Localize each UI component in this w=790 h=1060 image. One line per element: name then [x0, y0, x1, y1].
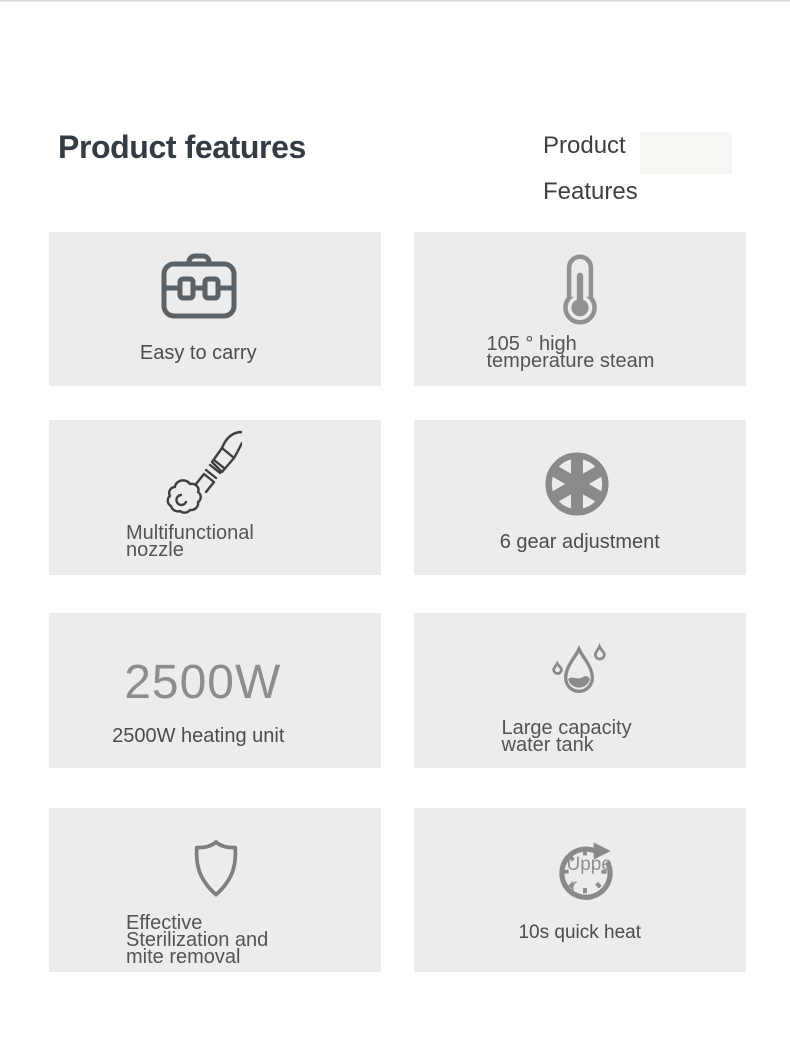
page-subtitle-line2: Features — [543, 178, 638, 205]
feature-label: Large capacity water tank — [501, 717, 632, 756]
feature-label: Easy to carry — [139, 342, 257, 364]
shield-icon — [190, 835, 242, 901]
timer-overlay-text: Uppe r — [566, 854, 612, 897]
feature-label: Multifunctional nozzle — [126, 522, 254, 561]
feature-card-heating-unit — [49, 613, 381, 768]
feature-card-multifunctional-nozzle — [49, 420, 381, 575]
feature-card-high-temperature-steam — [414, 232, 747, 386]
wattage-big-text: 2500W — [124, 656, 282, 709]
feature-label: 6 gear adjustment — [499, 531, 660, 553]
timer-icon — [554, 836, 616, 904]
feature-card-sterilization — [49, 808, 381, 972]
feature-label: 105 ° high temperature steam — [486, 333, 655, 372]
subtitle-highlight-box — [640, 132, 732, 174]
feature-card-six-gear-adjustment — [414, 420, 747, 575]
water-drop-icon — [550, 633, 608, 711]
feature-grid — [49, 232, 746, 972]
feature-card-quick-heat — [414, 808, 747, 972]
steam-nozzle-icon — [162, 430, 242, 520]
thermometer-icon — [560, 254, 600, 325]
fan-icon — [545, 452, 609, 516]
feature-card-water-tank — [414, 613, 747, 768]
page-subtitle-line1: Product — [543, 132, 626, 159]
feature-label: 10s quick heat — [518, 922, 642, 943]
top-divider — [0, 0, 790, 2]
feature-label: Effective Sterilization and mite removal — [126, 912, 269, 968]
feature-card-easy-to-carry — [49, 232, 381, 386]
briefcase-icon — [161, 253, 237, 319]
page-title: Product features — [58, 129, 306, 165]
feature-label: 2500W heating unit — [112, 725, 285, 747]
